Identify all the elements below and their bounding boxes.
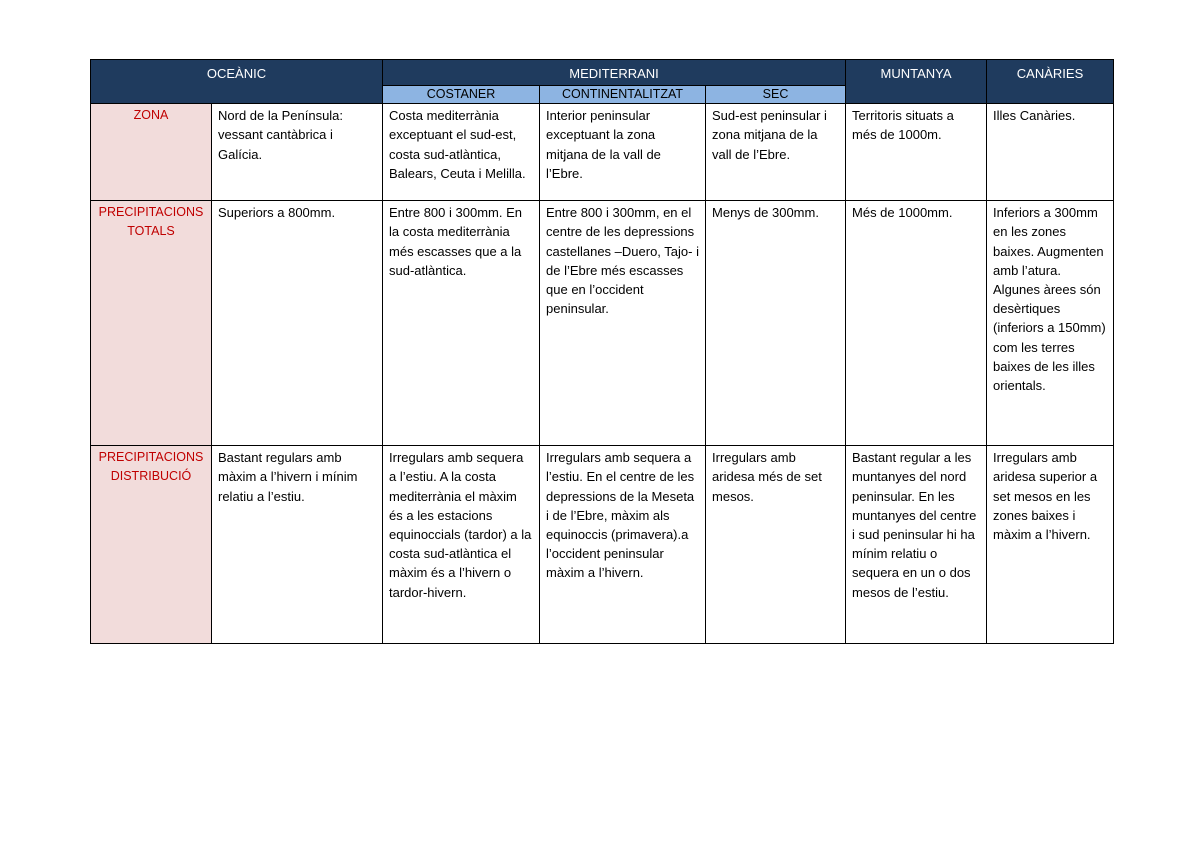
subheader-costaner: COSTANER (383, 86, 540, 104)
cell-distribucio-oceanic: Bastant regulars amb màxim a l’hivern i mínim relatiu a l’estiu. (212, 446, 383, 644)
header-row (91, 60, 1114, 86)
subheader-sec: SEC (706, 86, 846, 104)
climate-table (90, 59, 1114, 644)
cell-zona-oceanic: Nord de la Península: vessant cantàbrica i Galícia. (212, 104, 383, 201)
cell-totals-muntanya: Més de 1000mm. (846, 201, 987, 446)
subheader-continentalitzat: CONTINENTALITZAT (540, 86, 706, 104)
cell-distribucio-continentalitzat: Irregulars amb sequera a l’estiu. En el centre de les depressions de la Meseta i de l’Ebre, màxim als equinoccis (primavera).a l’occident peninsular màxim a l’hivern. (540, 446, 706, 644)
cell-totals-sec: Menys de 300mm. (706, 201, 846, 446)
cell-totals-costaner: Entre 800 i 300mm. En la costa mediterrània més escasses que a la sud-atlàntica. (383, 201, 540, 446)
cell-totals-continentalitzat: Entre 800 i 300mm, en el centre de les depressions castellanes –Duero, Tajo- i de l’Ebre més escasses que en l’occident peninsular. (540, 201, 706, 446)
climate-table-sheet (90, 59, 1114, 644)
row-label-zona: ZONA (91, 104, 212, 201)
cell-distribucio-sec: Irregulars amb aridesa més de set mesos. (706, 446, 846, 644)
cell-distribucio-costaner: Irregulars amb sequera a l’estiu. A la costa mediterrània el màxim és a les estacions equinoccials (tardor) a la costa sud-atlàntica el màxim és a l’hivern o tardor-hivern. (383, 446, 540, 644)
cell-distribucio-muntanya: Bastant regular a les muntanyes del nord peninsular. En les muntanyes del centre i sud peninsular hi ha mínim relatiu o sequera en un o dos mesos de l’estiu. (846, 446, 987, 644)
row-label-precipitacions-distribucio: PRECIPITACIONS DISTRIBUCIÓ (91, 446, 212, 644)
table-row-precipitacions-totals (91, 201, 1114, 446)
header-oceanic: OCEÀNIC (91, 60, 383, 104)
cell-zona-continentalitzat: Interior peninsular exceptuant la zona mitjana de la vall de l’Ebre. (540, 104, 706, 201)
cell-totals-canaries: Inferiors a 300mm en les zones baixes. Augmenten amb l’atura. Algunes àrees són desèrtiques (inferiors a 150mm) com les terres baixes de les illes orientals. (987, 201, 1114, 446)
header-canaries: CANÀRIES (987, 60, 1114, 104)
cell-zona-muntanya: Territoris situats a més de 1000m. (846, 104, 987, 201)
header-muntanya: MUNTANYA (846, 60, 987, 104)
cell-totals-oceanic: Superiors a 800mm. (212, 201, 383, 446)
row-label-precipitacions-totals: PRECIPITACIONS TOTALS (91, 201, 212, 446)
cell-distribucio-canaries: Irregulars amb aridesa superior a set mesos en les zones baixes i màxim a l’hivern. (987, 446, 1114, 644)
table-row-zona (91, 104, 1114, 201)
cell-zona-costaner: Costa mediterrània exceptuant el sud-est, costa sud-atlàntica, Balears, Ceuta i Melilla. (383, 104, 540, 201)
cell-zona-canaries: Illes Canàries. (987, 104, 1114, 201)
table-row-precipitacions-distribucio (91, 446, 1114, 644)
cell-zona-sec: Sud-est peninsular i zona mitjana de la vall de l’Ebre. (706, 104, 846, 201)
header-mediterrani: MEDITERRANI (383, 60, 846, 86)
